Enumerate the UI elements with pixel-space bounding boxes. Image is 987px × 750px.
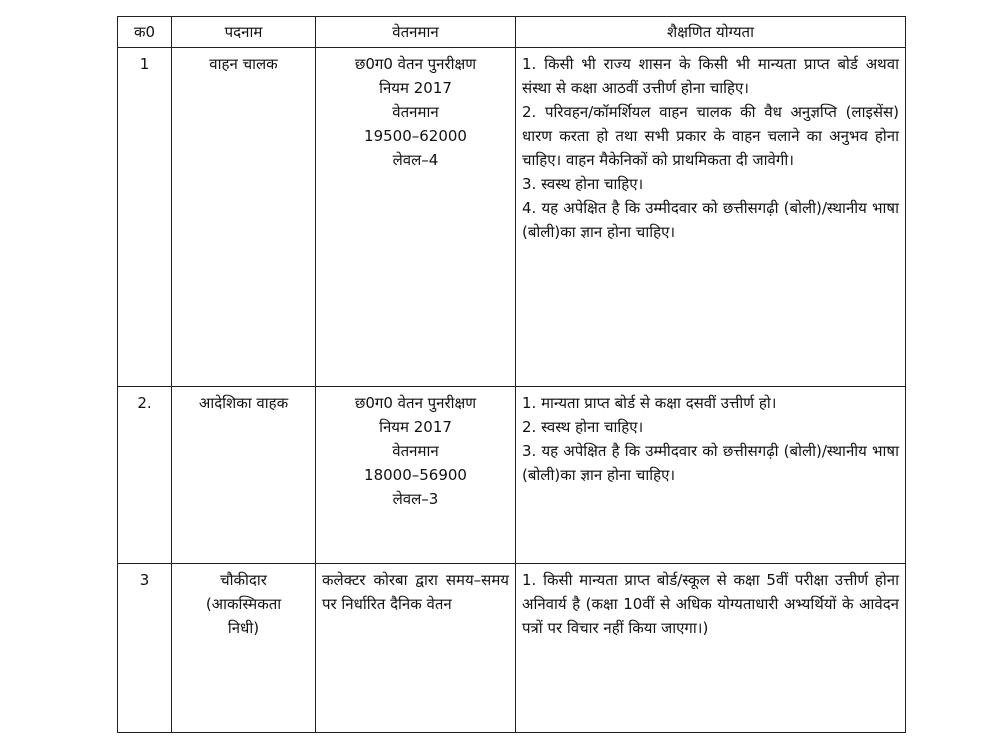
pay-line: वेतनमान: [392, 103, 439, 121]
pay-line: लेवल–3: [392, 490, 439, 508]
pay-line: छ0ग0 वेतन पुनरीक्षण: [354, 55, 477, 73]
pay-line: वेतनमान: [392, 442, 439, 460]
qualification: [516, 48, 906, 387]
post-name-line: चौकीदार: [220, 571, 267, 589]
serial-number: 1: [118, 48, 172, 387]
post-name: [172, 48, 316, 387]
table-header-row: [118, 17, 906, 48]
qualification-item: 3. स्वस्थ होना चाहिए।: [522, 175, 644, 193]
post-name-line: निधी): [227, 619, 260, 637]
pay-line: नियम 2017: [379, 79, 452, 97]
post-name: [172, 387, 316, 564]
qualification-item: 3. यह अपेक्षित है कि उम्मीदवार को छत्तीसगढ़ी (बोली)/स्थानीय भाषा (बोली)का ज्ञान होना चाहिए।: [522, 442, 899, 484]
qualification-item: 1. मान्यता प्राप्त बोर्ड से कक्षा दसवीं उत्तीर्ण हो।: [522, 394, 777, 412]
qualification-item: 1. किसी भी राज्य शासन के किसी भी मान्यता प्राप्त बोर्ड अथवा संस्था से कक्षा आठवीं उत्तीर्ण होना चाहिए।: [522, 55, 899, 97]
pay-line: छ0ग0 वेतन पुनरीक्षण: [354, 394, 477, 412]
serial-number: 2.: [118, 387, 172, 564]
header-qualification: शैक्षणित योग्यता: [516, 17, 906, 48]
pay-line: 19500–62000: [364, 127, 467, 145]
serial-number: 3: [118, 564, 172, 733]
pay-line: लेवल–4: [392, 151, 439, 169]
qualification: [516, 387, 906, 564]
post-name-line: आदेशिका वाहक: [198, 394, 289, 412]
qualification-item: 2. स्वस्थ होना चाहिए।: [522, 418, 644, 436]
qualification-item: 2. परिवहन/कॉमर्शियल वाहन चालक की वैध अनुज्ञप्ति (लाइसेंस) धारण करता हो तथा सभी प्रकार के वाहन चलाने का अनुभव होना चाहिए। वाहन मैकेनिकों को प्राथमिकता दी जावेगी।: [522, 103, 899, 169]
qualification: [516, 564, 906, 733]
pay-scale: [316, 387, 516, 564]
pay-scale: कलेक्टर कोरबा द्वारा समय–समय पर निर्धारित दैनिक वेतन: [316, 564, 516, 733]
pay-line: 18000–56900: [364, 466, 467, 484]
pay-scale: [316, 48, 516, 387]
post-name-line: वाहन चालक: [209, 55, 278, 73]
post-name-line: (आकस्मिकता: [205, 595, 282, 613]
post-name: [172, 564, 316, 733]
qualification-item: 4. यह अपेक्षित है कि उम्मीदवार को छत्तीसगढ़ी (बोली)/स्थानीय भाषा (बोली)का ज्ञान होना चाहिए।: [522, 199, 899, 241]
qualification-table: [117, 16, 906, 733]
header-post: पदनाम: [172, 17, 316, 48]
header-serial: क0: [118, 17, 172, 48]
table-row: [118, 564, 906, 733]
table-row: [118, 48, 906, 387]
qualification-item: 1. किसी मान्यता प्राप्त बोर्ड/स्कूल से कक्षा 5वीं परीक्षा उत्तीर्ण होना अनिवार्य है (कक्षा 10वीं से अधिक योग्यताधारी अभ्यर्थियों के आवेदन पत्रों पर विचार नहीं किया जाएगा।): [522, 571, 899, 637]
table-row: [118, 387, 906, 564]
pay-line: नियम 2017: [379, 418, 452, 436]
header-pay-scale: वेतनमान: [316, 17, 516, 48]
